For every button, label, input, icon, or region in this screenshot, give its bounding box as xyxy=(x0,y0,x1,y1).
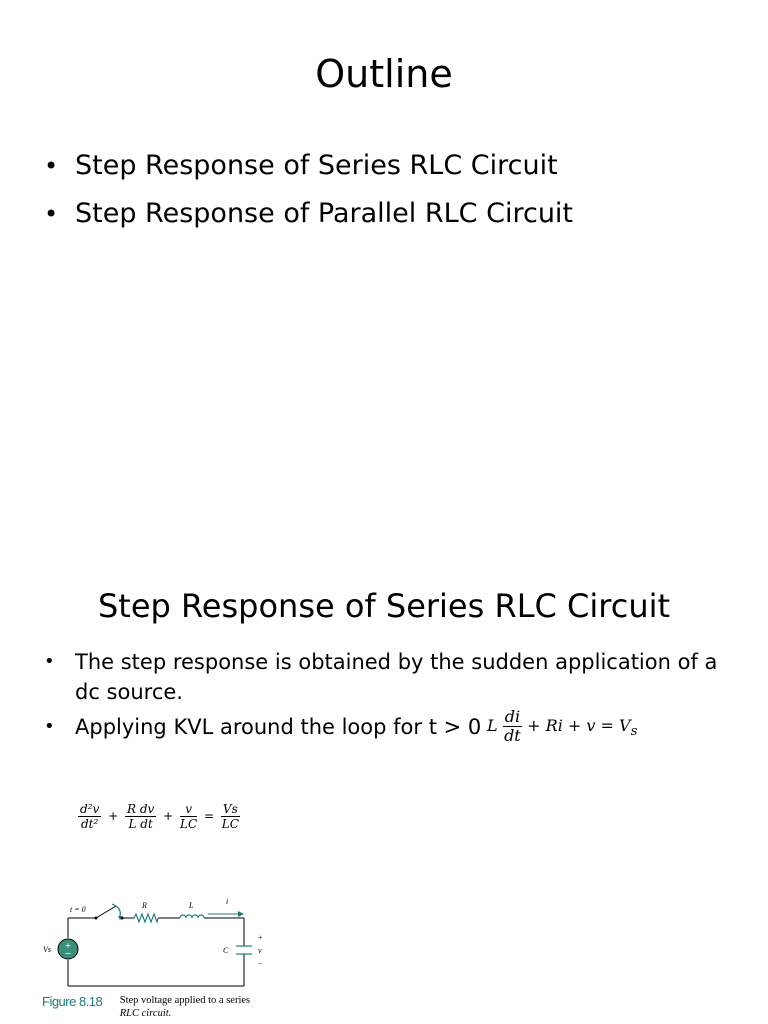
inductor-icon xyxy=(180,915,204,918)
bullet-dot-icon: • xyxy=(44,716,55,737)
bullet-dot-icon: • xyxy=(44,200,59,228)
eq-numerator: Vs xyxy=(222,802,238,816)
slide-title: Step Response of Series RLC Circuit xyxy=(97,587,671,625)
switch-label: t = 0 xyxy=(70,905,86,914)
eq-fraction xyxy=(180,802,197,831)
bullet-item xyxy=(44,647,724,707)
eq-operator: = xyxy=(204,809,215,823)
eq-denominator: LC xyxy=(221,817,239,831)
bullet-dot-icon: • xyxy=(44,152,59,180)
resistor-icon xyxy=(134,914,158,922)
eq-operator: + xyxy=(163,809,174,823)
svg-text:+: + xyxy=(64,941,72,950)
ode-equation xyxy=(78,802,240,831)
voltage-label: v xyxy=(258,946,262,955)
eq-denominator: LC xyxy=(180,817,198,831)
voltage-plus-label: + xyxy=(258,933,263,942)
kvl-equation xyxy=(487,708,637,745)
slide-title: Outline xyxy=(315,52,453,96)
source-label: Vs xyxy=(43,945,51,954)
resistor-label: R xyxy=(142,901,147,910)
slide-step-response-series xyxy=(0,512,768,1024)
capacitor-icon xyxy=(236,946,252,954)
caption-line: RLC circuit. xyxy=(119,1008,172,1019)
bullet-text: Applying KVL around the loop for t > 0 xyxy=(75,715,482,739)
eq-operator: + xyxy=(108,809,119,823)
current-label: i xyxy=(226,897,229,906)
current-arrow-icon xyxy=(208,911,244,917)
eq-rest: + Ri + v = V xyxy=(527,716,631,735)
eq-symbol: L xyxy=(487,716,498,735)
bullet-dot-icon: • xyxy=(44,651,55,672)
rlc-circuit-diagram xyxy=(38,882,278,992)
eq-numerator: d²v xyxy=(80,802,100,816)
switch-icon xyxy=(95,904,124,920)
inductor-label: L xyxy=(189,901,194,910)
eq-fraction xyxy=(221,802,240,831)
figure-caption-text xyxy=(120,994,250,1020)
caption-line: Step voltage applied to a series xyxy=(119,995,251,1006)
svg-text:−: − xyxy=(64,949,72,958)
bullet-text: Step Response of Series RLC Circuit xyxy=(75,150,558,181)
figure-label: Figure 8.18 xyxy=(42,994,103,1009)
bullet-list xyxy=(44,142,573,238)
eq-fraction xyxy=(78,802,101,831)
eq-fraction xyxy=(503,708,522,745)
figure-caption xyxy=(42,994,250,1020)
bullet-item xyxy=(44,142,573,190)
eq-denominator: dt² xyxy=(80,817,99,831)
eq-denominator: L dt xyxy=(128,817,153,831)
bullet-text: The step response is obtained by the sudden application of a dc source. xyxy=(75,650,718,704)
voltage-minus-label: − xyxy=(258,959,263,968)
eq-numerator: di xyxy=(504,707,521,726)
voltage-source-icon xyxy=(58,939,78,959)
capacitor-label: C xyxy=(223,946,229,955)
bullet-text: Step Response of Parallel RLC Circuit xyxy=(75,198,574,229)
eq-subscript: s xyxy=(630,724,638,740)
eq-denominator: dt xyxy=(504,726,521,745)
eq-fraction xyxy=(125,802,156,831)
bullet-item xyxy=(44,190,573,238)
eq-numerator: R dv xyxy=(127,802,155,816)
eq-numerator: v xyxy=(180,802,197,817)
